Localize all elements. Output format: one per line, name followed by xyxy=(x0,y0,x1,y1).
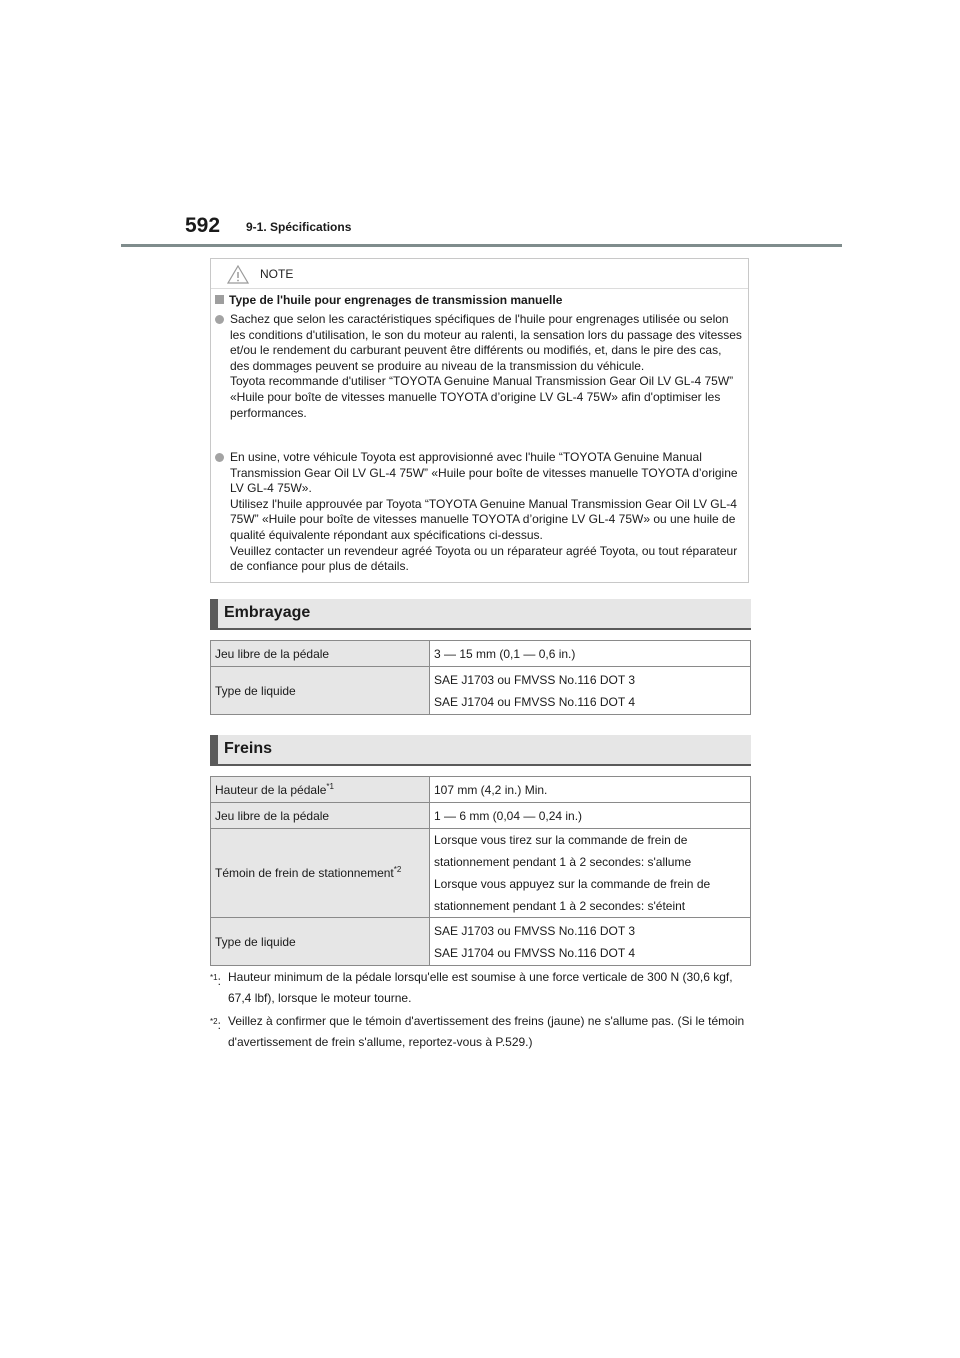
row-label: Témoin de frein de stationnement$^{*2}$ xyxy=(211,829,430,918)
bullet-dot-icon xyxy=(215,453,224,462)
footnote-mark: *1 xyxy=(210,973,218,982)
note-title: Type de l'huile pour engrenages de transmission manuelle xyxy=(215,293,562,307)
bullet-dot-icon xyxy=(215,315,224,324)
row-value: 3 — 15 mm (0,1 — 0,6 in.) xyxy=(430,641,751,667)
embrayage-title: Embrayage xyxy=(224,604,311,621)
row-label: Hauteur de la pédale$^{*1}$ xyxy=(211,777,430,803)
header-rule xyxy=(121,244,842,247)
note-bullet xyxy=(215,450,744,575)
table-row xyxy=(211,918,751,966)
embrayage-table xyxy=(210,640,751,715)
note-paragraph: En usine, votre véhicule Toyota est approvisionné avec l'huile “TOYOTA Genuine Manual Transmission Gear Oil LV GL-4 75W” «Huile pour boîte de vitesses manuelle TOYOTA d’origine LV GL-4 75W». xyxy=(230,450,738,496)
footnote-text: Veillez à confirmer que le témoin d'avertissement des freins (jaune) ne s'allume pas. (Si le témoin d'avertissement de frein s'allume, reportez-vous à P.529.) xyxy=(228,1014,745,1049)
row-value: Lorsque vous tirez sur la commande de frein de stationnement pendant 1 à 2 secondes: s'allume Lorsque vous appuyez sur la commande de frein de stationnement pendant 1 à 2 secondes: s'éteint xyxy=(430,829,751,918)
footnote-mark: *2 xyxy=(210,1017,218,1026)
table-row xyxy=(211,641,751,667)
page-number: 592 xyxy=(185,214,221,237)
note-label: NOTE xyxy=(260,267,294,281)
row-value: SAE J1703 ou FMVSS No.116 DOT 3 SAE J1704 ou FMVSS No.116 DOT 4 xyxy=(430,667,751,715)
note-paragraph: Sachez que selon les caractéristiques spécifiques de l'huile pour engrenages utilisée ou selon les conditions d'utilisation, le son du moteur au ralenti, la sensation lors du passage des vitesses et/ou le rendement du carburant peuvent être différents ou modifiés, et, dans le pire des cas, des dommages peuvent se produire au niveau de la transmission du véhicule. xyxy=(230,312,742,373)
freins-heading xyxy=(210,735,751,766)
row-value: SAE J1703 ou FMVSS No.116 DOT 3 SAE J1704 ou FMVSS No.116 DOT 4 xyxy=(430,918,751,966)
note-box xyxy=(210,258,749,583)
table-row xyxy=(211,777,751,803)
footnote-ref: *2 xyxy=(393,865,402,874)
note-paragraph: Veuillez contacter un revendeur agréé Toyota ou un réparateur agréé Toyota, ou tout réparateur de confiance pour plus de détails. xyxy=(230,543,738,574)
row-label: Jeu libre de la pédale xyxy=(211,803,430,829)
row-value: 1 — 6 mm (0,04 — 0,24 in.) xyxy=(430,803,751,829)
table-row xyxy=(211,803,751,829)
row-value: 107 mm (4,2 in.) Min. xyxy=(430,777,751,803)
note-bullet xyxy=(215,312,744,421)
note-paragraph: Utilisez l'huile approuvée par Toyota “TOYOTA Genuine Manual Transmission Gear Oil LV GL-4 75W” «Huile pour boîte de vitesses manuelle TOYOTA d’origine LV GL-4 75W» ou une huile de qualité équivalente répondant aux spécifications ci-dessus. xyxy=(230,496,737,542)
row-label: Type de liquide xyxy=(211,918,430,966)
footnote: $^{*1}$: Hauteur minimum de la pédale lorsqu'elle est soumise à une force verticale de 300 N (30,6 kgf, 67,4 lbf), lorsque le moteur tourne. xyxy=(210,967,751,1009)
embrayage-heading xyxy=(210,599,751,630)
note-paragraph: Toyota recommande d'utiliser “TOYOTA Genuine Manual Transmission Gear Oil LV GL-4 75W” «Huile pour boîte de vitesses manuelle TOYOTA d’origine LV GL-4 75W» afin d'optimiser les performances. xyxy=(230,374,734,420)
freins-table xyxy=(210,776,751,966)
section-title: 9-1. Spécifications xyxy=(246,220,352,234)
note-divider xyxy=(211,288,748,289)
row-label: Type de liquide xyxy=(211,667,430,715)
freins-title: Freins xyxy=(224,740,273,757)
square-bullet-icon xyxy=(215,295,224,304)
warning-icon xyxy=(227,265,249,284)
footnote-ref: *1 xyxy=(326,781,334,791)
table-row xyxy=(211,829,751,918)
footnote-text: Hauteur minimum de la pédale lorsqu'elle est soumise à une force verticale de 300 N (30,6 kgf, 67,4 lbf), lorsque le moteur tourne. xyxy=(228,970,733,1005)
footnote: $^{*2}$: Veillez à confirmer que le témoin d'avertissement des freins (jaune) ne s'allume pas. (Si le témoin d'avertissement de frein s'allume, reportez-vous à P.529.) xyxy=(210,1011,751,1053)
row-label: Jeu libre de la pédale xyxy=(211,641,430,667)
table-row xyxy=(211,667,751,715)
